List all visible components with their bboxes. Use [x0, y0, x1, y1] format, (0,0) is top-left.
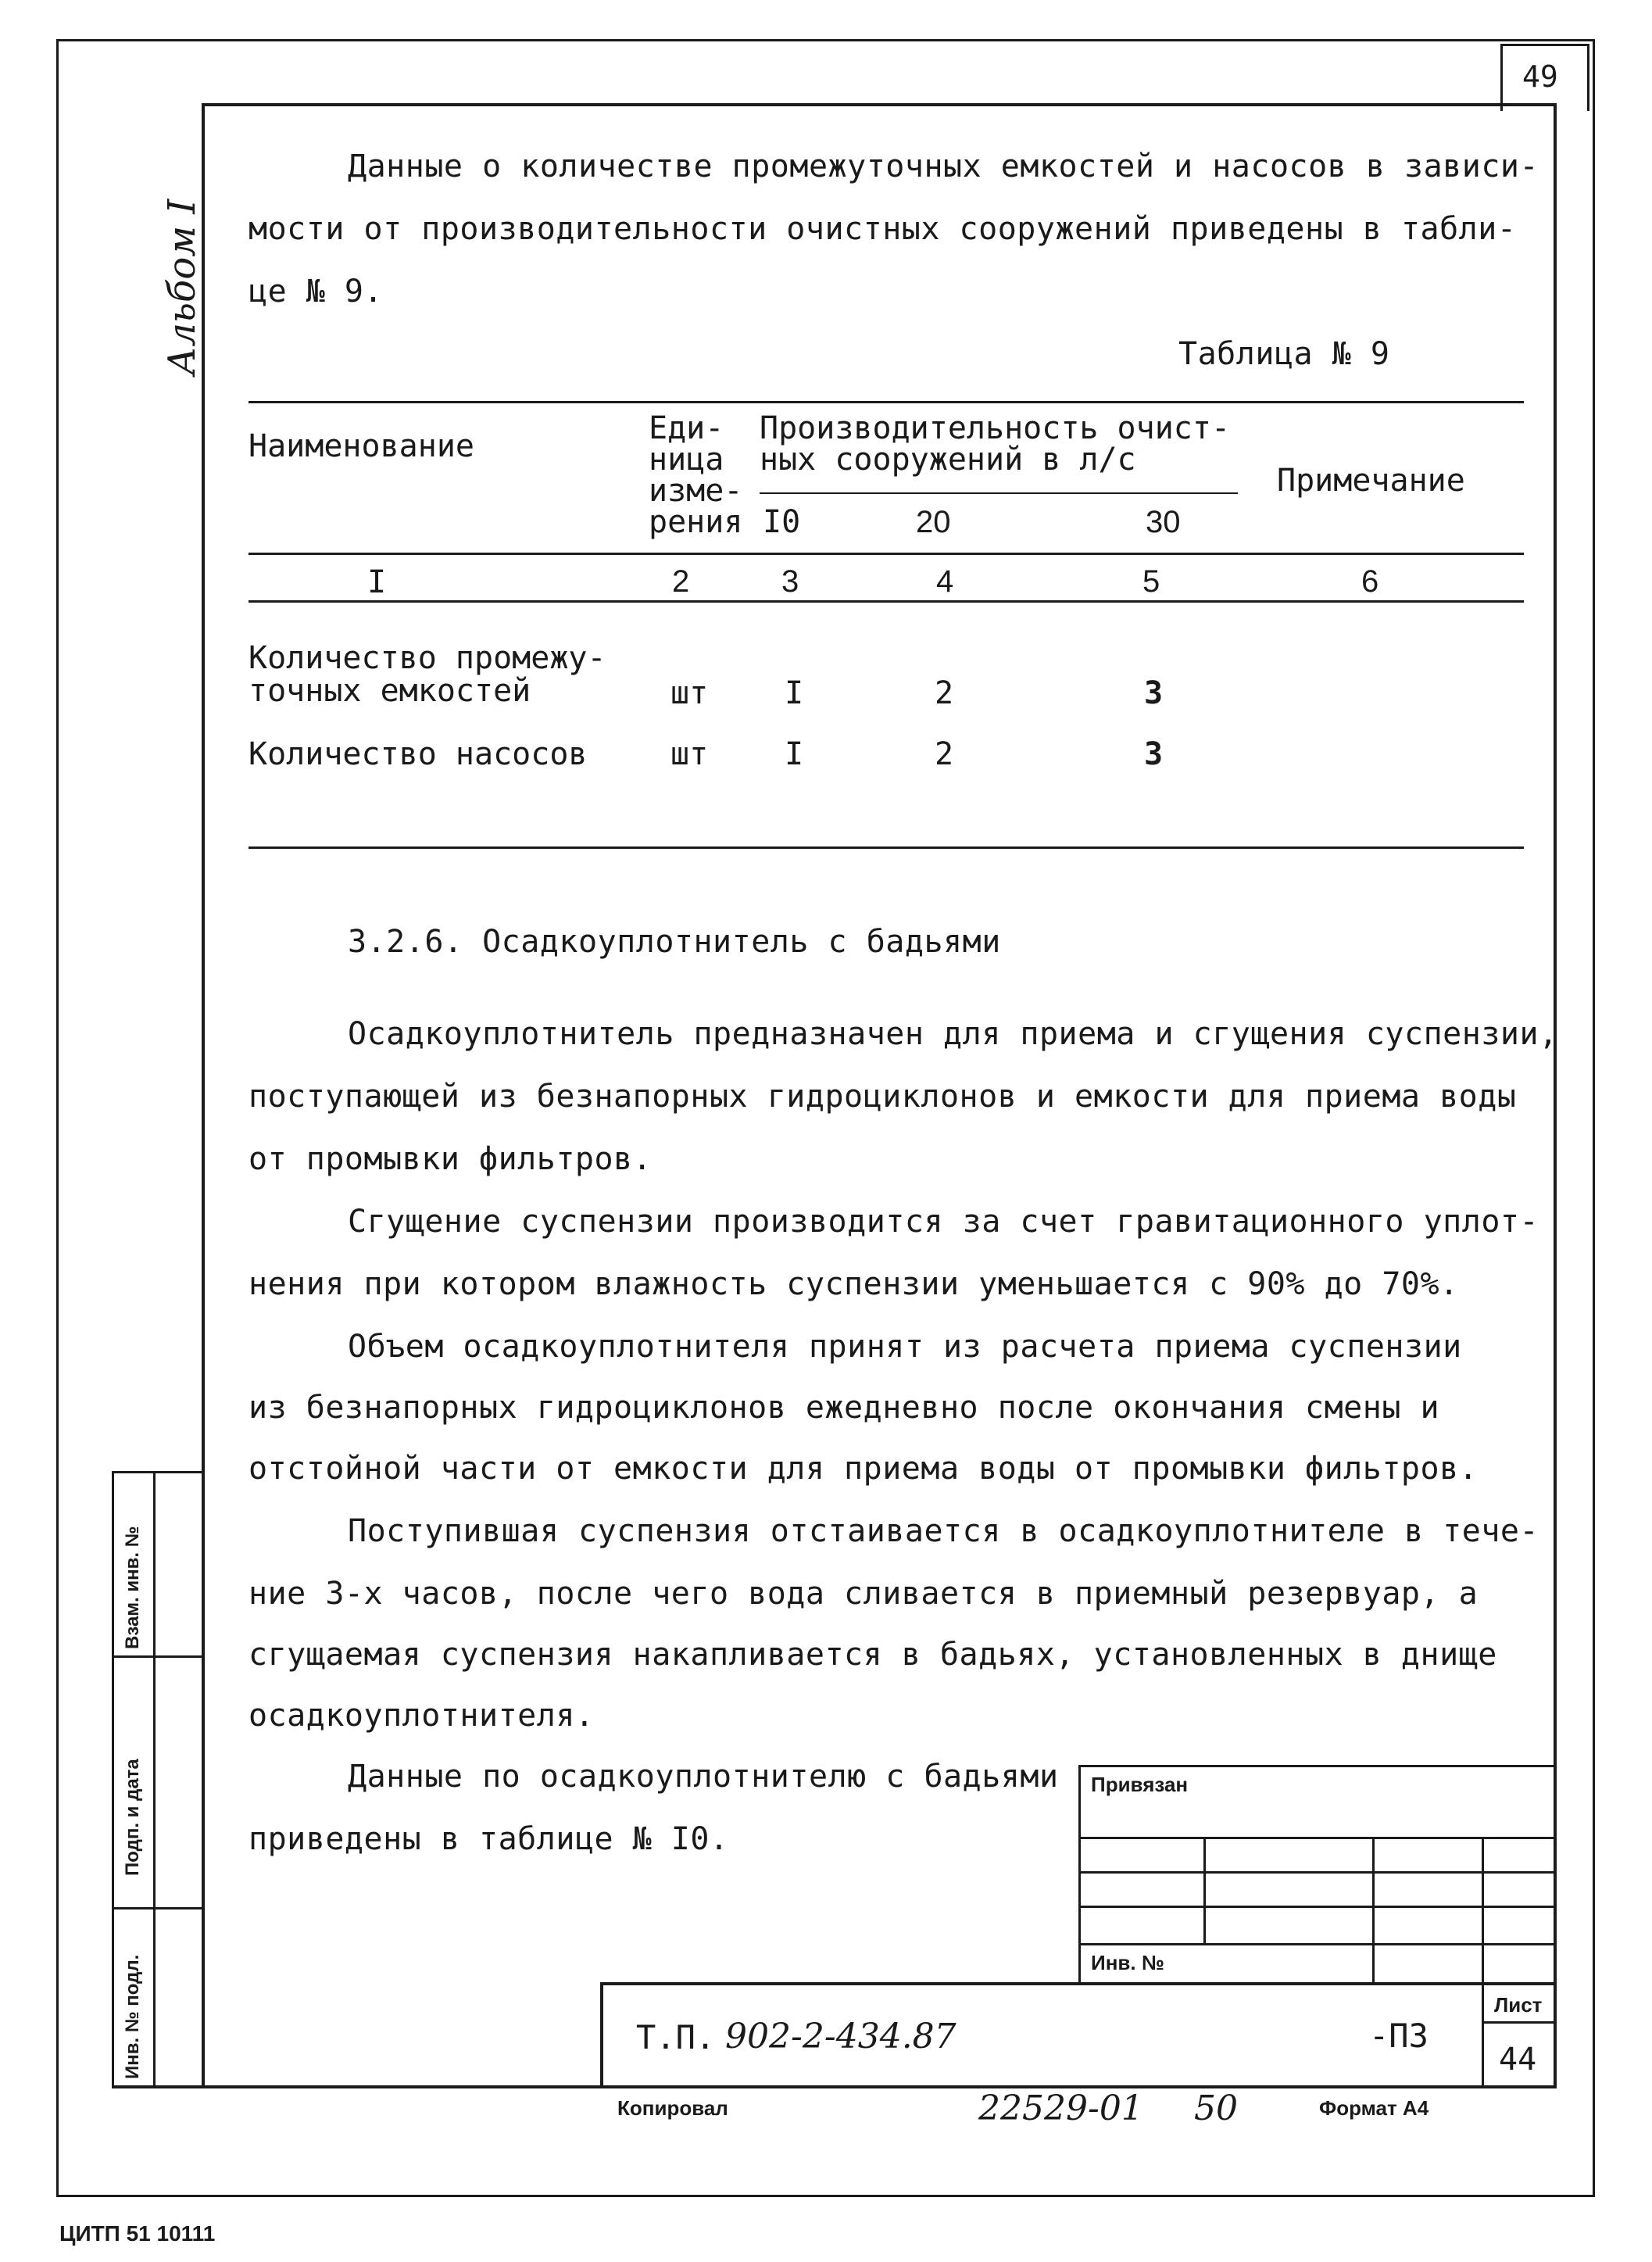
intro-line-3: це № 9. — [249, 274, 384, 310]
side-stamp-vzam: Взам. инв. № — [122, 1526, 143, 1649]
side-stamp-col — [153, 1471, 156, 2088]
row1-name-2: точных емкостей — [249, 673, 531, 709]
p3-line-3: отстойной части от емкости для приема воды от промывки фильтров. — [249, 1451, 1479, 1487]
footer-order: 22529-01 — [978, 2088, 1143, 2128]
p3-line-1: Объем осадкоуплотнителя принят из расчета приема суспензии — [348, 1329, 1462, 1365]
col-number-3: 3 — [781, 564, 799, 599]
footer-order-page: 50 — [1194, 2088, 1238, 2128]
table-header-rule — [249, 553, 1524, 555]
page-number: 49 — [1522, 59, 1558, 94]
table-number-rule — [249, 600, 1524, 603]
stamp-main-left — [600, 1982, 603, 2088]
row1-v30: 3 — [1144, 675, 1164, 711]
header-note: Примечание — [1277, 463, 1465, 499]
col-number-5: 5 — [1142, 564, 1160, 599]
p4-line-3: сгущаемая суспензия накапливается в бадьях, установленных в днище — [249, 1637, 1497, 1673]
inner-frame-right — [1554, 103, 1557, 2088]
stamp-sheet-left — [1482, 1982, 1484, 2088]
table-bottom-rule — [249, 846, 1524, 849]
stamp-bind-left — [1078, 1765, 1081, 1984]
col-number-4: 4 — [936, 564, 954, 599]
stamp-designation: Т.П. — [636, 2018, 716, 2056]
row1-name-1: Количество промежу- — [249, 640, 606, 676]
stamp-bind-col2 — [1372, 1837, 1375, 1984]
p4-line-2: ние 3-х часов, после чего вода сливается в приемный резервуар, а — [249, 1576, 1479, 1612]
table-caption: Таблица № 9 — [1178, 336, 1390, 372]
header-perf-1: Производительность очист- — [760, 410, 1231, 446]
p5-line-2: приведены в таблице № I0. — [249, 1821, 729, 1857]
section-heading: 3.2.6. Осадкоуплотнитель с бадьями — [348, 924, 1001, 960]
header-unit-4: рения — [649, 504, 743, 540]
stamp-privyazan: Привязан — [1091, 1773, 1189, 1796]
footer-format: Формат А4 — [1319, 2096, 1429, 2120]
stamp-bind-row4 — [1078, 1943, 1557, 1945]
table-top-rule — [249, 401, 1524, 403]
stamp-sheet-number: 44 — [1499, 2042, 1537, 2078]
stamp-bind-row1 — [1078, 1837, 1557, 1839]
p1-line-2: поступающей из безнапорных гидроциклонов и емкости для приема воды — [249, 1079, 1517, 1115]
col-number-6: 6 — [1361, 564, 1379, 599]
p2-line-2: нения при котором влажность суспензии уменьшается с 90% до 70%. — [249, 1266, 1459, 1302]
stamp-sheet-mid — [1482, 2021, 1557, 2024]
row1-unit: шт — [670, 675, 709, 711]
stamp-sheet-label: Лист — [1494, 1993, 1543, 2017]
stamp-code: 902-2-434.87 — [725, 2017, 957, 2056]
col-number-2: 2 — [672, 564, 690, 599]
outer-frame-bottom — [56, 2195, 1595, 2197]
intro-line-2: мости от производительности очистных сооружений приведены в табли- — [249, 211, 1517, 247]
stamp-inv-no: Инв. № — [1091, 1951, 1164, 1974]
p2-line-1: Сгущение суспензии производится за счет гравитационного уплот- — [348, 1204, 1539, 1240]
row2-v30: 3 — [1144, 736, 1164, 772]
header-perf-30: 30 — [1146, 505, 1181, 539]
stamp-bind-row3 — [1078, 1906, 1557, 1908]
row2-unit: шт — [670, 736, 709, 772]
side-stamp-row2 — [112, 1907, 205, 1909]
stamp-bind-row2 — [1078, 1871, 1557, 1874]
row2-name: Количество насосов — [249, 736, 588, 772]
stamp-suffix: -ПЗ — [1369, 2017, 1429, 2055]
header-unit-1: Еди- — [649, 410, 724, 446]
header-perf-2: ных сооружений в л/с — [760, 442, 1136, 478]
inner-frame-top — [202, 103, 1557, 106]
p1-line-3: от промывки фильтров. — [249, 1141, 653, 1177]
side-stamp-row1 — [112, 1655, 205, 1658]
header-perf-20: 20 — [916, 505, 951, 539]
header-perf-10: I0 — [763, 504, 801, 540]
stamp-bind-col3 — [1482, 1837, 1484, 1984]
footer-printer: ЦИТП 51 10111 — [59, 2221, 216, 2246]
side-stamp-podp: Подп. и дата — [122, 1759, 143, 1876]
header-unit-3: изме- — [649, 473, 743, 509]
row2-v20: 2 — [935, 736, 954, 772]
header-unit-2: ница — [649, 442, 724, 478]
table-perf-rule — [760, 492, 1238, 494]
album-label: Альбом I — [160, 199, 204, 375]
inner-frame-bottom — [112, 2085, 1557, 2088]
stamp-bind-top — [1078, 1765, 1557, 1767]
footer-kopiroval: Копировал — [617, 2096, 728, 2120]
row2-v10: I — [785, 736, 804, 772]
p4-line-4: осадкоуплотнителя. — [249, 1698, 595, 1734]
header-name: Наименование — [249, 428, 474, 464]
stamp-bind-col1 — [1203, 1837, 1206, 1945]
outer-frame-right — [1593, 39, 1595, 2196]
p1-line-1: Осадкоуплотнитель предназначен для приема и сгущения суспензии, — [348, 1016, 1558, 1052]
outer-frame-top — [56, 39, 1594, 41]
stamp-main-top — [600, 1982, 1557, 1985]
p4-line-1: Поступившая суспензия отстаивается в осадкоуплотнителе в тече- — [348, 1513, 1539, 1549]
intro-line-1: Данные о количестве промежуточных емкостей и насосов в зависи- — [348, 149, 1539, 184]
side-stamp-inv-podl: Инв. № подл. — [122, 1954, 143, 2079]
p3-line-2: из безнапорных гидроциклонов ежедневно после окончания смены и — [249, 1390, 1440, 1426]
row1-v10: I — [785, 675, 804, 711]
outer-frame-left — [56, 39, 59, 2196]
row1-v20: 2 — [935, 675, 954, 711]
col-number-1: I — [367, 564, 387, 600]
p5-line-1: Данные по осадкоуплотнителю с бадьями — [348, 1759, 1059, 1795]
